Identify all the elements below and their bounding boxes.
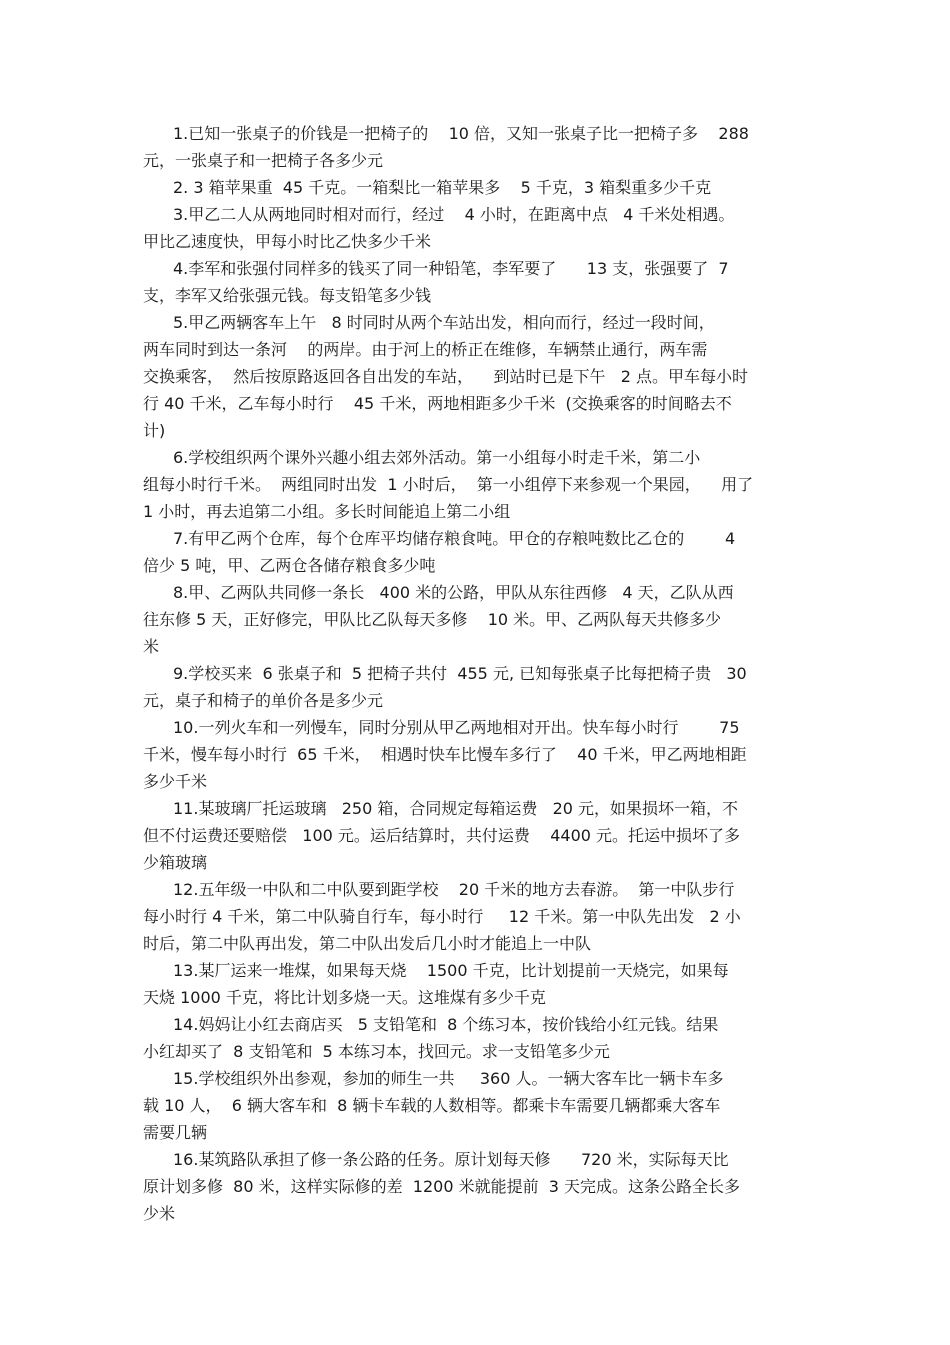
problem-line: 5.甲乙两辆客车上午 8 时同时从两个车站出发，相向而行，经过一段时间， — [173, 313, 715, 332]
problem-line: 元，一张桌子和一把椅子各多少元 — [143, 151, 384, 170]
problem-line: 需要几辆 — [143, 1123, 208, 1142]
problem-line: 倍少 5 吨，甲、乙两仓各储存粮食多少吨 — [143, 556, 436, 575]
problem-line: 1.已知一张桌子的价钱是一把椅子的 10 倍，又知一张桌子比一把椅子多 288 — [173, 124, 749, 143]
problem-9 — [143, 660, 809, 714]
problem-line: 原计划多修 80 米，这样实际修的差 1200 米就能提前 3 天完成。这条公路全长多 — [143, 1177, 741, 1196]
problem-line: 往东修 5 天，正好修完，甲队比乙队每天多修 10 米。甲、乙两队每天共修多少 — [143, 610, 722, 629]
problem-line: 4.李军和张强付同样多的钱买了同一种铅笔，李军要了 13 支，张强要了 7 — [173, 259, 729, 278]
problem-line: 时后，第二中队再出发，第二中队出发后几小时才能追上一中队 — [143, 934, 592, 953]
problem-line: 组每小时行千米。 两组同时出发 1 小时后， 第一小组停下来参观一个果园， 用了 — [143, 475, 754, 494]
problem-16 — [143, 1146, 809, 1227]
problem-line: 15.学校组织外出参观，参加的师生一共 360 人。一辆大客车比一辆卡车多 — [173, 1069, 724, 1088]
problem-15 — [143, 1065, 809, 1146]
problem-line: 8.甲、乙两队共同修一条长 400 米的公路，甲队从东往西修 4 天，乙队从西 — [173, 583, 734, 602]
problem-line: 千米，慢车每小时行 65 千米， 相遇时快车比慢车多行了 40 千米，甲乙两地相距 — [143, 745, 747, 764]
problem-14 — [143, 1011, 809, 1065]
problem-line: 元，桌子和椅子的单价各是多少元 — [143, 691, 384, 710]
problem-12 — [143, 876, 809, 957]
problem-line: 支，李军又给张强元钱。每支铅笔多少钱 — [143, 286, 432, 305]
problem-line: 13.某厂运来一堆煤，如果每天烧 1500 千克，比计划提前一天烧完，如果每 — [173, 961, 729, 980]
problem-8 — [143, 579, 809, 660]
problem-line: 每小时行 4 千米，第二中队骑自行车，每小时行 12 千米。第一中队先出发 2 小 — [143, 907, 741, 926]
problem-line: 7.有甲乙两个仓库，每个仓库平均储存粮食吨。甲仓的存粮吨数比乙仓的 4 — [173, 529, 736, 548]
problem-line: 载 10 人， 6 辆大客车和 8 辆卡车载的人数相等。都乘卡车需要几辆都乘大客车 — [143, 1096, 721, 1115]
problem-line: 少箱玻璃 — [143, 853, 208, 872]
problem-line: 交换乘客， 然后按原路返回各自出发的车站， 到站时已是下午 2 点。甲车每小时 — [143, 367, 749, 386]
problem-line: 少米 — [143, 1204, 176, 1223]
problem-line: 11.某玻璃厂托运玻璃 250 箱，合同规定每箱运费 20 元，如果损坏一箱，不 — [173, 799, 739, 818]
problem-line: 多少千米 — [143, 772, 208, 791]
problem-line: 6.学校组织两个课外兴趣小组去郊外活动。第一小组每小时走千米，第二小 — [173, 448, 701, 467]
problem-line: 16.某筑路队承担了修一条公路的任务。原计划每天修 720 米，实际每天比 — [173, 1150, 729, 1169]
problem-line: 1 小时，再去追第二小组。多长时间能追上第二小组 — [143, 502, 511, 521]
problem-line: 14.妈妈让小红去商店买 5 支铅笔和 8 个练习本，按价钱给小红元钱。结果 — [173, 1015, 719, 1034]
problem-line: 3.甲乙二人从两地同时相对而行，经过 4 小时，在距离中点 4 千米处相遇。 — [173, 205, 735, 224]
problem-line: 10.一列火车和一列慢车，同时分别从甲乙两地相对开出。快车每小时行 75 — [173, 718, 740, 737]
problem-1 — [143, 120, 809, 174]
problem-13 — [143, 957, 809, 1011]
problem-line: 但不付运费还要赔偿 100 元。运后结算时，共付运费 4400 元。托运中损坏了多 — [143, 826, 741, 845]
problem-line: 行 40 千米，乙车每小时行 45 千米，两地相距多少千米 (交换乘客的时间略去不 — [143, 394, 732, 413]
problem-line: 小红却买了 8 支铅笔和 5 本练习本，找回元。求一支铅笔多少元 — [143, 1042, 610, 1061]
problem-line: 甲比乙速度快，甲每小时比乙快多少千米 — [143, 232, 432, 251]
problem-line: 9.学校买来 6 张桌子和 5 把椅子共付 455 元, 已知每张桌子比每把椅子贵 30 — [173, 664, 747, 683]
problem-line: 米 — [143, 637, 160, 656]
problem-3 — [143, 201, 809, 255]
problem-11 — [143, 795, 809, 876]
problem-line: 天烧 1000 千克，将比计划多烧一天。这堆煤有多少千克 — [143, 988, 546, 1007]
problem-2 — [143, 174, 809, 201]
problem-line: 2. 3 箱苹果重 45 千克。一箱梨比一箱苹果多 5 千克，3 箱梨重多少千克 — [173, 178, 712, 197]
problem-5 — [143, 309, 809, 444]
problem-list — [143, 120, 809, 1227]
problem-6 — [143, 444, 809, 525]
problem-7 — [143, 525, 809, 579]
problem-line: 计) — [143, 421, 166, 440]
problem-10 — [143, 714, 809, 795]
problem-4 — [143, 255, 809, 309]
problem-line: 两车同时到达一条河 的两岸。由于河上的桥正在维修，车辆禁止通行，两车需 — [143, 340, 708, 359]
problem-line: 12.五年级一中队和二中队要到距学校 20 千米的地方去春游。 第一中队步行 — [173, 880, 735, 899]
